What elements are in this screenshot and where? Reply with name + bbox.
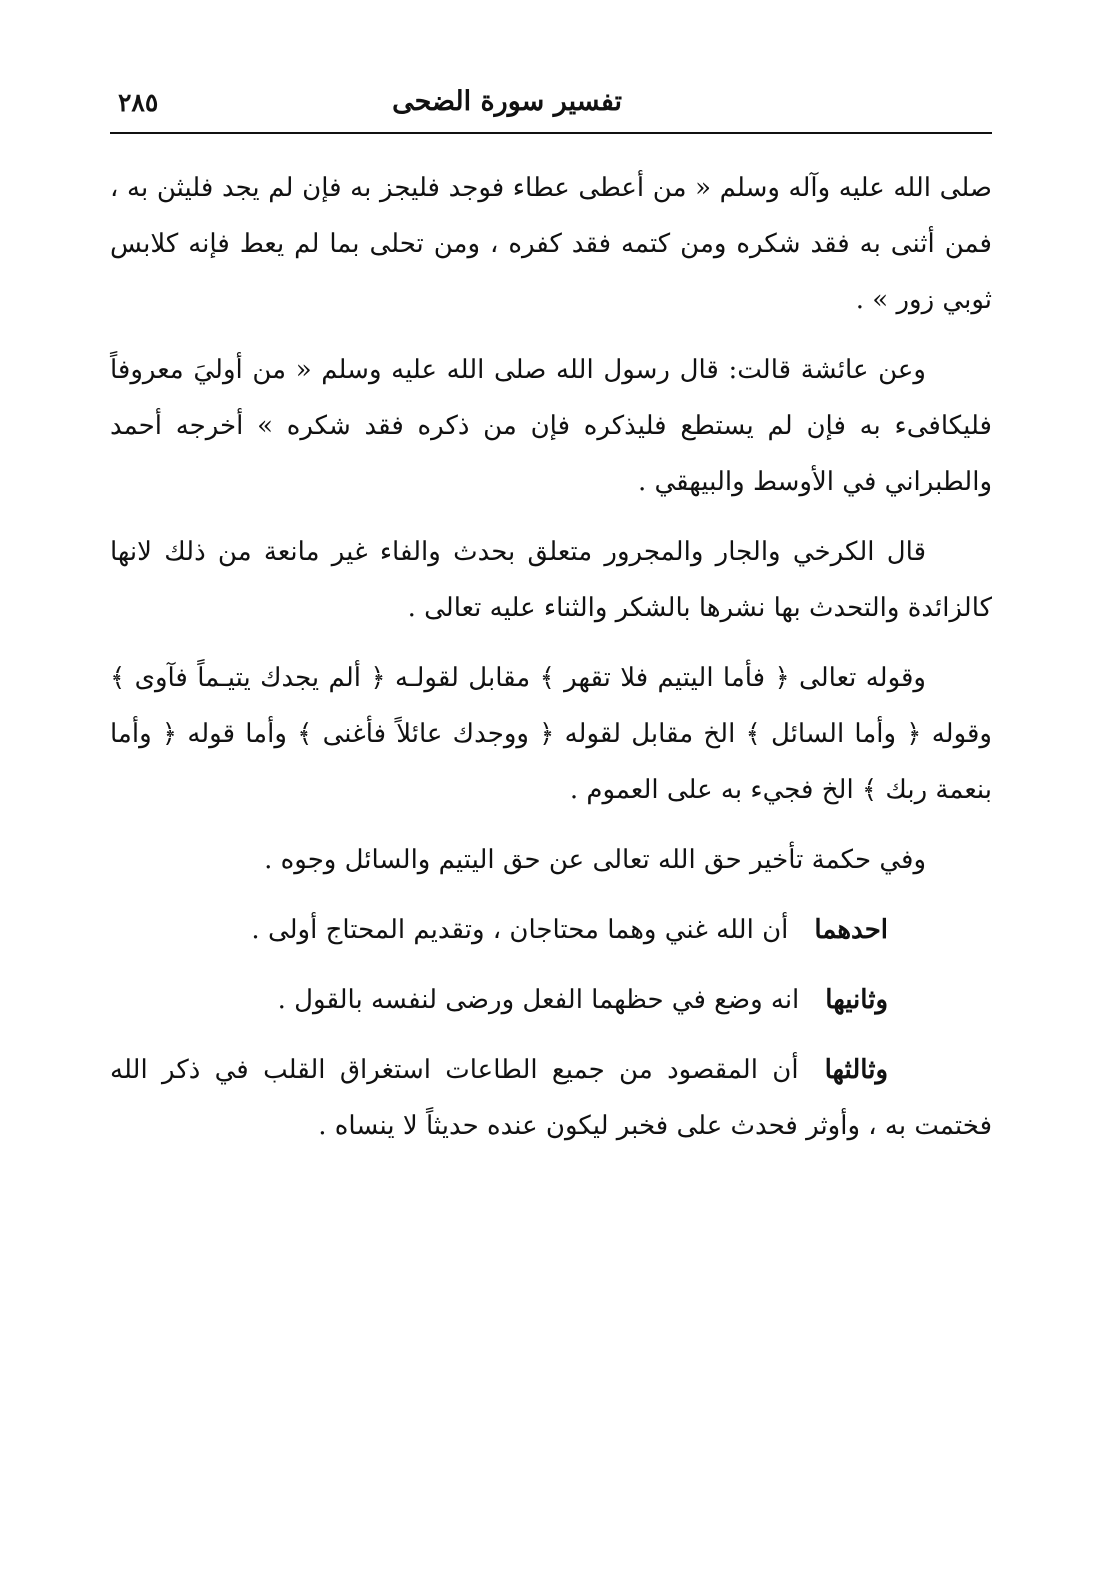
point-text: أن الله غني وهما محتاجان ، وتقديم المحتاج أولى .: [251, 915, 789, 945]
point-third: [110, 1042, 992, 1154]
point-text: أن المقصود من جميع الطاعات استغراق القلب في ذكر الله فختمت به ، وأوثر فحدث على فخبر ليكون عنده حديثاً لا ينساه .: [110, 1055, 992, 1141]
paragraph-aisha-hadith: وعن عائشة قالت: قال رسول الله صلى الله عليه وسلم « من أوليَ معروفاً فليكافىء به فإن لم يستطع فليذكره فإن من ذكره فقد شكره » أخرجه أحمد والطبراني في الأوسط والبيهقي .: [110, 355, 992, 497]
header-title: تفسير سورة الضحى: [392, 86, 622, 117]
paragraph-verse-correspondence: وقوله تعالى ﴿ فأما اليتيم فلا تقهر ﴾ مقابل لقولـه ﴿ ألم يجدك يتيـماً فآوى ﴾ وقوله ﴿ وأما السائل ﴾ الخ مقابل لقوله ﴿ ووجدك عائلاً فأغنى ﴾ وأما قوله ﴿ وأما بنعمة ربك ﴾ الخ فجيء به على العموم .: [110, 663, 992, 805]
point-second: [110, 972, 992, 1028]
paragraph-hadith-continuation: صلى الله عليه وآله وسلم « من أعطى عطاء فوجد فليجز به فإن لم يجد فليثن به ، فمن أثنى به فقد شكره ومن كتمه فقد كفره ، ومن تحلى بما لم يعط فإنه كلابس ثوبي زور » .: [110, 173, 992, 315]
running-header: [110, 86, 992, 126]
paragraph-karkhi-comment: قال الكرخي والجار والمجرور متعلق بحدث والفاء غير مانعة من ذلك لانها كالزائدة والتحدث بها نشرها بالشكر والثناء عليه تعالى .: [110, 537, 992, 623]
point-label: وثانيها: [825, 985, 888, 1015]
paragraph-wisdom-intro: وفي حكمة تأخير حق الله تعالى عن حق اليتيم والسائل وجوه .: [264, 845, 926, 875]
point-label: احدهما: [814, 915, 888, 945]
point-text: انه وضع في حظهما الفعل ورضى لنفسه بالقول .: [277, 985, 800, 1015]
point-first: [110, 902, 992, 958]
point-label: وثالثها: [824, 1055, 888, 1085]
page-body: [110, 160, 992, 1168]
page-number: ٢٨٥: [118, 88, 159, 117]
header-rule: [110, 132, 992, 134]
